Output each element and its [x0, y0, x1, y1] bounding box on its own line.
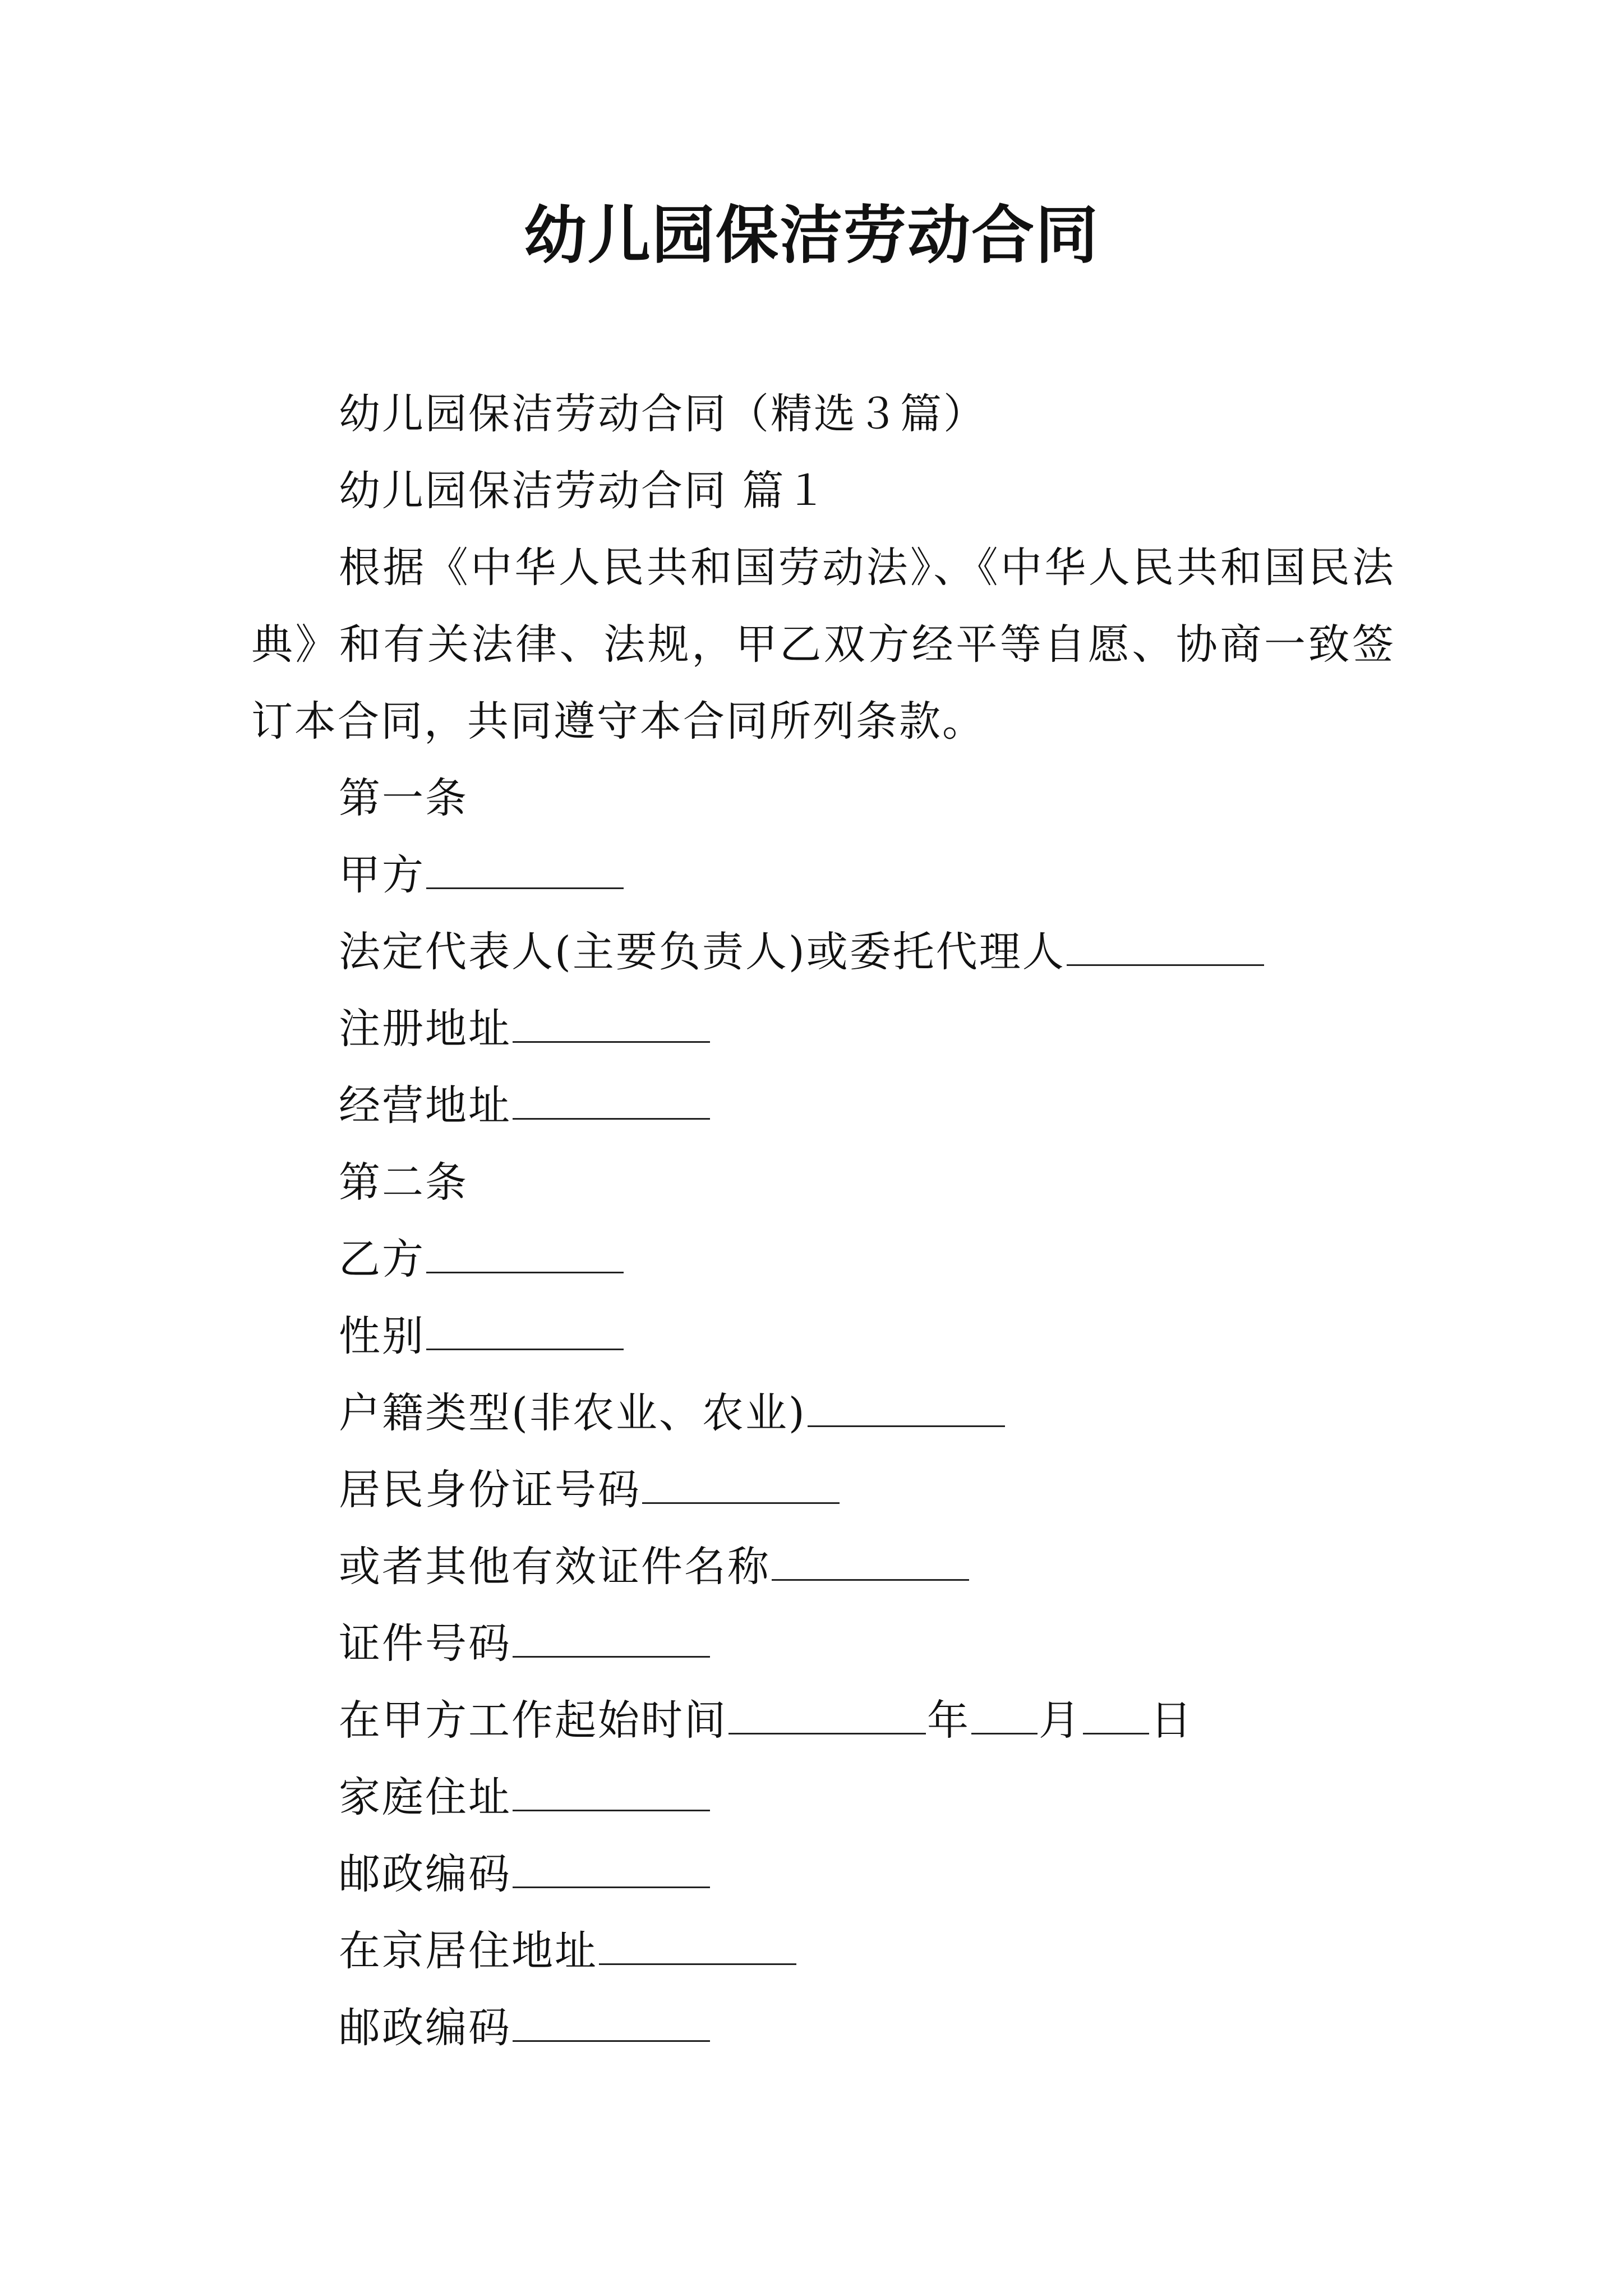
household-type-field	[251, 1375, 1395, 1452]
gender-field	[251, 1298, 1395, 1375]
preamble-paragraph: 根据《中华人民共和国劳动法》、《中华人民共和国民法典》和有关法律、法规，甲乙双方经平等自愿、协商一致签订本合同，共同遵守本合同所列条款。	[251, 544, 1395, 746]
party-b-field	[251, 1221, 1395, 1298]
document-title: 幼儿园保洁劳动合同	[524, 199, 1099, 272]
id-number-label: 居民身份证号码	[339, 1466, 641, 1514]
certificate-number-label: 证件号码	[339, 1619, 511, 1668]
party-b-blank	[426, 1235, 624, 1273]
month-label: 月	[1039, 1696, 1082, 1745]
other-id-name-label: 或者其他有效证件名称	[339, 1543, 771, 1591]
id-number-blank	[642, 1465, 840, 1504]
certificate-number-blank	[513, 1619, 710, 1658]
start-day-blank	[1083, 1696, 1149, 1734]
party-a-field	[251, 837, 1395, 914]
postal-code-2-label: 邮政编码	[339, 2004, 511, 2052]
subtitle-line: 幼儿园保洁劳动合同（精选３篇）	[339, 390, 986, 438]
id-number-field	[251, 1452, 1395, 1529]
gender-blank	[426, 1312, 624, 1350]
start-year-blank	[728, 1696, 926, 1734]
legal-representative-label: 法定代表人(主要负责人)或委托代理人	[339, 928, 1066, 976]
registered-address-label: 注册地址	[339, 1005, 511, 1053]
beijing-address-label: 在京居住地址	[339, 1927, 598, 1975]
part-heading: 幼儿园保洁劳动合同 篇１	[339, 467, 829, 515]
home-address-label: 家庭住址	[339, 1773, 511, 1821]
business-address-field	[251, 1068, 1395, 1144]
home-address-blank	[513, 1773, 710, 1811]
start-time-label: 在甲方工作起始时间	[339, 1696, 727, 1745]
document-body	[251, 376, 1395, 2067]
registered-address-blank	[513, 1004, 710, 1043]
postal-code-2-blank	[513, 2003, 710, 2042]
postal-code-1-field	[251, 1836, 1395, 1913]
other-id-name-field	[251, 1529, 1395, 1605]
start-month-blank	[971, 1696, 1038, 1734]
party-a-label: 甲方	[339, 851, 425, 899]
legal-representative-blank	[1067, 927, 1264, 966]
business-address-blank	[513, 1081, 710, 1120]
party-b-label: 乙方	[339, 1235, 425, 1283]
postal-code-2-field	[251, 1990, 1395, 2067]
household-type-blank	[808, 1388, 1005, 1427]
article-1-heading: 第一条	[339, 774, 468, 822]
household-type-label: 户籍类型(非农业、农业)	[339, 1389, 806, 1437]
postal-code-1-blank	[513, 1849, 710, 1888]
day-label: 日	[1150, 1696, 1193, 1745]
start-time-field	[251, 1682, 1395, 1759]
home-address-field	[251, 1759, 1395, 1836]
other-id-name-blank	[772, 1542, 969, 1581]
gender-label: 性别	[339, 1312, 425, 1360]
article-2-heading: 第二条	[339, 1158, 468, 1207]
certificate-number-field	[251, 1605, 1395, 1682]
year-label: 年	[927, 1696, 970, 1745]
postal-code-1-label: 邮政编码	[339, 1850, 511, 1898]
registered-address-field	[251, 991, 1395, 1068]
party-a-blank	[426, 850, 624, 889]
beijing-address-field	[251, 1913, 1395, 1990]
beijing-address-blank	[599, 1926, 796, 1965]
business-address-label: 经营地址	[339, 1082, 511, 1130]
legal-representative-field	[251, 914, 1395, 991]
